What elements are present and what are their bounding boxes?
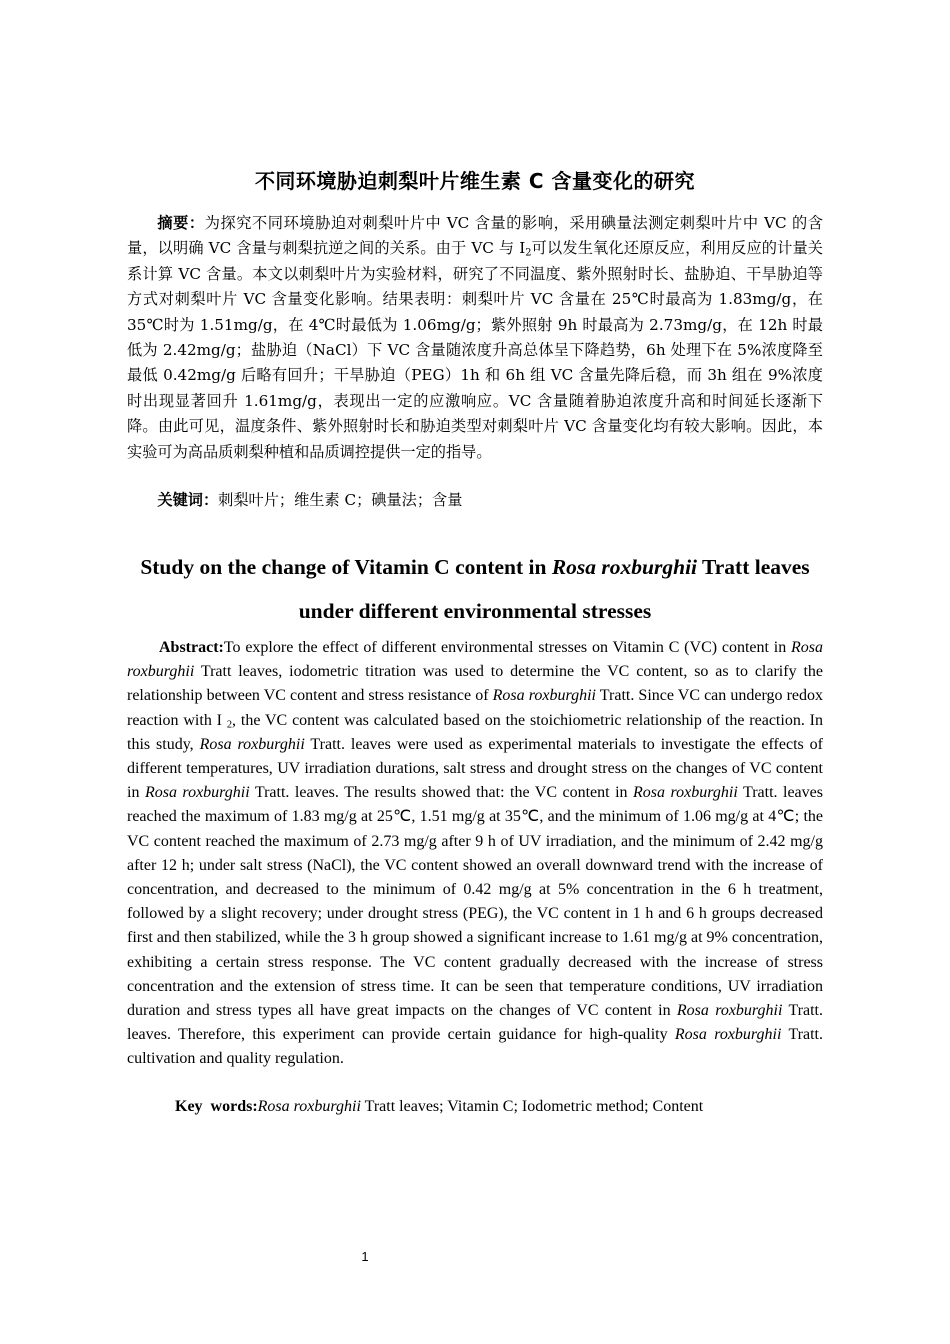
english-abstract-text: Tratt. Since VC can undergo redox reaction with I xyxy=(127,687,824,729)
species-name: Rosa roxburghii xyxy=(492,687,596,705)
english-title-part-2: Tratt leaves under different environmental stresses xyxy=(298,555,810,623)
english-abstract-text: Tratt. leaves. The results showed that: the VC content in xyxy=(249,784,634,802)
english-abstract-label: Abstract: xyxy=(159,639,224,656)
english-abstract-text: Tratt. cultivation and quality regulation. xyxy=(127,1026,823,1068)
species-name: Rosa roxburghii xyxy=(676,1002,783,1020)
english-abstract-text: Tratt leaves, iodometric titration was used to determine the VC content, so as to clarify the relationship between VC content and stress resistance of xyxy=(127,663,823,705)
species-name: Rosa roxburghii xyxy=(674,1026,782,1044)
chinese-keywords-label: 关键词： xyxy=(157,491,219,509)
english-abstract-text: Tratt. leaves were used as experimental materials to investigate the effects of different temperatures, UV irradiation durations, salt stress and drought stress on the changes of VC content in xyxy=(127,735,824,802)
english-keywords-text: Tratt leaves; Vitamin C; Iodometric method; Content xyxy=(360,1098,704,1115)
page-number: 1 xyxy=(361,1249,369,1264)
chinese-title: 不同环境胁迫刺梨叶片维生素 C 含量变化的研究 xyxy=(254,169,696,193)
english-title xyxy=(127,545,823,633)
english-abstract-text: To explore the effect of different environmental stresses on Vitamin C (VC) content in xyxy=(223,639,791,656)
english-abstract xyxy=(127,636,823,1072)
english-abstract-text: , the VC content was calculated based on the stoichiometric relationship of the reaction. In this study, xyxy=(127,711,824,753)
chinese-abstract-label: 摘要： xyxy=(157,214,205,232)
iodine-subscript: 2 xyxy=(226,719,233,731)
species-name: Rosa roxburghii xyxy=(633,784,738,802)
english-abstract-text: Tratt. leaves reached the maximum of 1.83 mg/g at 25℃, 1.51 mg/g at 35℃, and the minimum of 1.06 mg/g at 4℃; the VC content reached the maximum of 2.73 mg/g after 9 h of UV irradiation, and the minimum of 2.42 mg/g after 12 h; under salt stress (NaCl), the VC content showed an overall downward trend with the increase of concentration, and decreased to the minimum of 0.42 mg/g at 5% concentration in the 6 h treatment, followed by a slight recovery; under drought stress (PEG), the VC content in 1 h and 6 h groups decreased first and then stabilized, while the 3 h group showed a significant increase to 1.61 mg/g at 9% concentration, exhibiting a certain stress response. The VC content gradually decreased with the increase of stress concentration and the extension of stress time. It can be seen that temperature conditions, UV irradiation duration and stress types all have great impacts on the changes of VC content in xyxy=(127,784,823,1020)
species-name: Rosa roxburghii xyxy=(199,735,305,753)
english-keywords-label: Key words: xyxy=(175,1098,258,1115)
english-abstract-text: Tratt. leaves. Therefore, this experiment can provide certain guidance for high-quality xyxy=(127,1002,823,1044)
chinese-abstract-text-2: 可以发生氧化还原反应，利用反应的计量关系计算 VC 含量。本文以刺梨叶片为实验材料，研究了不同温度、紫外照射时长、盐胁迫、干旱胁迫等方式对刺梨叶片 VC 含量变化影响。结果表明：刺梨叶片 VC 含量在 25℃时最高为 1.83mg/g，在 35℃时为 1.51mg/g，在 4℃时最低为 1.06mg/g；紫外照射 9h 时最高为 2.73mg/g，在 12h 时最低为 2.42mg/g；盐胁迫（NaCl）下 VC 含量随浓度升高总体呈下降趋势，6h 处理下在 5%浓度降至最低 0.42mg/g 后略有回升；干旱胁迫（PEG）1h 和 6h 组 VC 含量先降后稳，而 3h 组在 9%浓度时出现显著回升 1.61mg/g，表现出一定的应激响应。VC 含量随着胁迫浓度升高和时间延长逐渐下降。由此可见，温度条件、紫外照射时长和胁迫类型对刺梨叶片 VC 含量变化均有较大影响。因此，本实验可为高品质刺梨种植和品质调控提供一定的指导。 xyxy=(127,239,823,461)
english-keywords-species: Rosa roxburghii xyxy=(257,1098,361,1115)
chinese-abstract-subscript: 2 xyxy=(525,247,532,259)
english-title-part-1: Study on the change of Vitamin C content in xyxy=(140,555,552,579)
chinese-abstract xyxy=(127,211,823,465)
english-keywords xyxy=(127,1095,823,1119)
chinese-keywords-text: 刺梨叶片；维生素 C；碘量法；含量 xyxy=(218,491,463,509)
english-title-species: Rosa roxburghii xyxy=(551,555,698,579)
species-name: Rosa roxburghii xyxy=(144,784,250,802)
species-name: Rosa roxburghii xyxy=(127,639,823,681)
chinese-keywords xyxy=(127,488,823,513)
chinese-abstract-text-1: 为探究不同环境胁迫对刺梨叶片中 VC 含量的影响，采用碘量法测定刺梨叶片中 VC 的含量，以明确 VC 含量与刺梨抗逆之间的关系。由于 VC 与 I xyxy=(127,214,823,258)
